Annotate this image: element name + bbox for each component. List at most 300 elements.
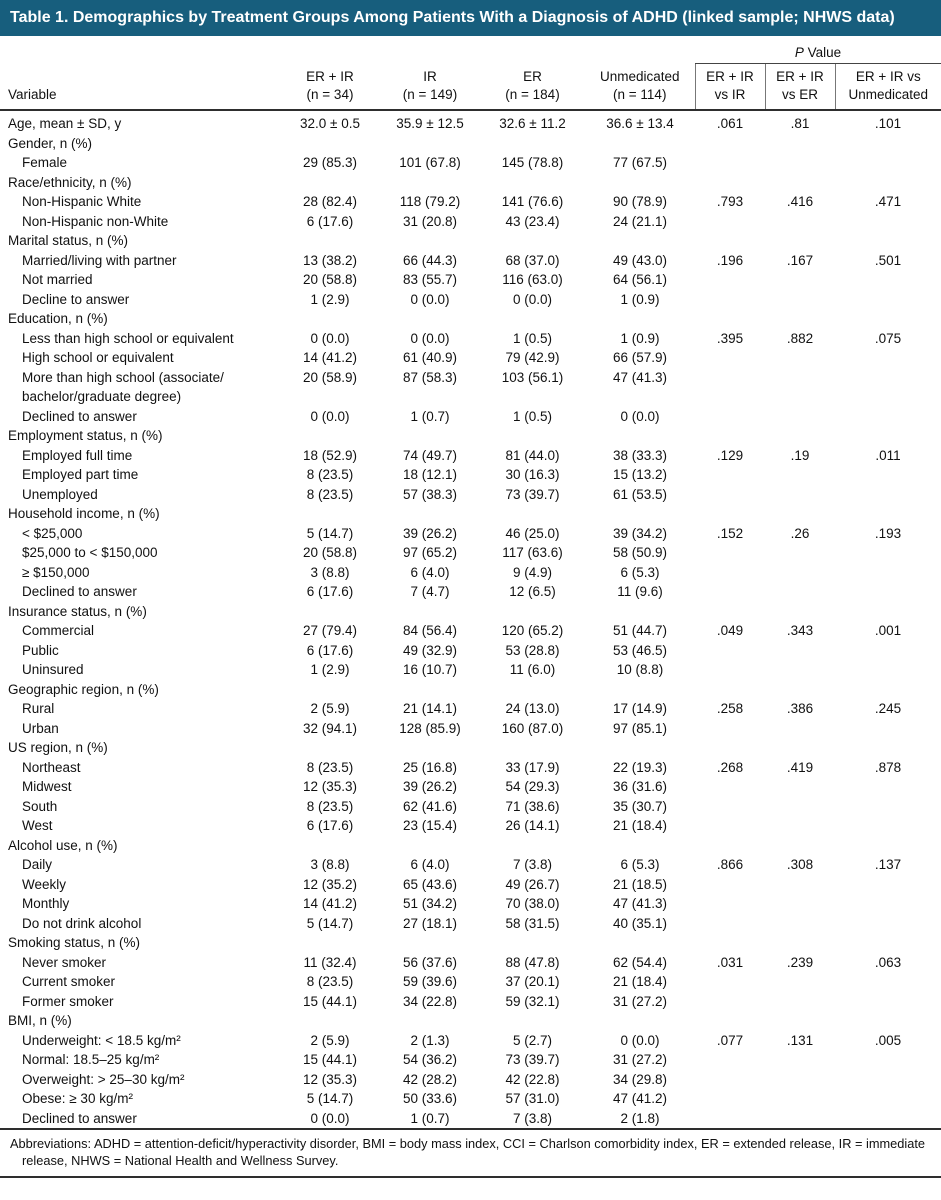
cell-pvalue: .129 (716, 447, 744, 463)
section-header-row (0, 173, 941, 193)
cell-value (380, 309, 480, 329)
table-row (0, 153, 941, 173)
cell-pvalue (835, 485, 941, 505)
cell-value: 6 (17.6) (306, 213, 354, 229)
cell-pvalue (765, 134, 835, 154)
row-label: Education, n (%) (8, 311, 108, 326)
row-label: Gender, n (%) (8, 135, 93, 151)
cell-value (480, 680, 585, 700)
cell-pvalue: .395 (716, 330, 744, 346)
cell-pvalue (835, 309, 941, 329)
cell-value: 20 (58.8) (302, 545, 358, 560)
cell-value: 128 (85.9) (399, 720, 461, 736)
cell-value (280, 173, 380, 193)
cell-value (585, 173, 695, 193)
cell-pvalue (695, 660, 765, 680)
cell-pvalue (695, 173, 765, 193)
cell-pvalue (765, 875, 835, 895)
cell-value: 7 (4.7) (410, 584, 450, 599)
cell-pvalue: .152 (716, 525, 744, 541)
table-row (0, 251, 941, 271)
cell-value: 24 (21.1) (612, 213, 668, 229)
cell-value: 13 (38.2) (302, 252, 358, 268)
cell-value: 8 (23.5) (306, 798, 354, 814)
cell-value: 35 (30.7) (612, 798, 668, 814)
cell-pvalue (835, 797, 941, 817)
table-row (0, 368, 941, 407)
cell-value: 0 (0.0) (310, 408, 350, 424)
cell-pvalue: .137 (874, 857, 902, 872)
cell-value: 27 (18.1) (402, 915, 458, 931)
column-header-line: ER + IR (706, 69, 754, 84)
cell-value (380, 504, 480, 524)
cell-pvalue (695, 465, 765, 485)
cell-value: 40 (35.1) (612, 915, 668, 931)
cell-value (480, 134, 585, 154)
row-label: Underweight: < 18.5 kg/m² (22, 1032, 181, 1048)
cell-value: 9 (4.9) (512, 564, 553, 580)
cell-value: 14 (41.2) (302, 350, 358, 365)
cell-pvalue (695, 485, 765, 505)
cell-pvalue (695, 933, 765, 953)
cell-pvalue: .245 (874, 701, 902, 716)
cell-value: 6 (17.6) (306, 818, 354, 833)
cell-value: 2 (5.9) (310, 701, 350, 716)
cell-value (585, 680, 695, 700)
cell-value: 77 (67.5) (612, 155, 668, 170)
cell-value (380, 1011, 480, 1031)
cell-value (585, 134, 695, 154)
cell-value: 141 (76.6) (501, 194, 564, 209)
cell-value (380, 933, 480, 953)
cell-pvalue (695, 582, 765, 602)
cell-pvalue (765, 485, 835, 505)
cell-pvalue (835, 153, 941, 173)
table-row (0, 660, 941, 680)
row-label: Geographic region, n (%) (8, 681, 159, 697)
cell-pvalue: .001 (874, 623, 902, 638)
cell-value: 118 (79.2) (399, 194, 461, 209)
cell-pvalue (695, 504, 765, 524)
cell-value: 0 (0.0) (410, 330, 450, 346)
cell-pvalue (695, 1070, 765, 1090)
column-header-p-er-ir-vs-unmedicated (835, 64, 941, 111)
cell-value (280, 1011, 380, 1031)
row-label: Obese: ≥ 30 kg/m² (22, 1091, 133, 1106)
cell-pvalue (835, 270, 941, 290)
column-header-line: ER + IR (306, 69, 354, 84)
cell-pvalue (695, 836, 765, 856)
cell-pvalue: .501 (874, 252, 902, 268)
pvalue-label-italic-p: P (794, 45, 804, 60)
cell-value: 8 (23.5) (306, 486, 354, 502)
cell-value: 34 (22.8) (402, 993, 458, 1009)
cell-value: 8 (23.5) (306, 759, 354, 775)
cell-value: 51 (34.2) (402, 896, 458, 911)
cell-pvalue (765, 407, 835, 427)
cell-value: 49 (43.0) (612, 252, 668, 268)
cell-pvalue (835, 368, 941, 407)
cell-pvalue: .81 (790, 116, 810, 131)
row-label: Employed part time (22, 467, 139, 482)
cell-pvalue (765, 660, 835, 680)
cell-value: 0 (0.0) (410, 291, 450, 307)
cell-value: 2 (1.3) (410, 1032, 450, 1048)
cell-pvalue (695, 1011, 765, 1031)
cell-value: 7 (3.8) (512, 1110, 553, 1126)
table-row (0, 1070, 941, 1090)
row-label: High school or equivalent (22, 350, 174, 365)
cell-pvalue (695, 992, 765, 1012)
row-label: Rural (22, 701, 55, 716)
cell-value: 1 (0.5) (512, 408, 553, 424)
cell-pvalue (765, 797, 835, 817)
cell-pvalue: .193 (874, 525, 902, 541)
cell-pvalue (695, 680, 765, 700)
cell-value: 20 (58.9) (302, 369, 358, 385)
cell-pvalue (765, 504, 835, 524)
table-row (0, 1109, 941, 1129)
cell-pvalue (695, 894, 765, 914)
column-header-er-plus-ir (280, 64, 380, 111)
section-header-row (0, 231, 941, 251)
cell-pvalue (835, 680, 941, 700)
cell-value: 5 (2.7) (512, 1032, 553, 1048)
cell-value: 5 (14.7) (306, 525, 354, 541)
column-header-p-er-ir-vs-er (765, 64, 835, 111)
table-row (0, 816, 941, 836)
cell-value (380, 173, 480, 193)
cell-value: 1 (2.9) (310, 291, 350, 307)
cell-value: 18 (12.1) (402, 467, 458, 482)
cell-pvalue (695, 231, 765, 251)
row-label: $25,000 to < $150,000 (22, 545, 158, 560)
row-label: Employment status, n (%) (8, 428, 163, 443)
cell-value (480, 933, 585, 953)
cell-value: 38 (33.3) (612, 447, 668, 463)
cell-value: 31 (27.2) (612, 1052, 668, 1067)
table-row (0, 1089, 941, 1109)
row-label: US region, n (%) (8, 740, 108, 755)
cell-pvalue (765, 563, 835, 583)
cell-pvalue (765, 348, 835, 368)
cell-value: 15 (44.1) (302, 1052, 358, 1067)
cell-pvalue (835, 563, 941, 583)
cell-pvalue (695, 563, 765, 583)
row-label: Insurance status, n (%) (8, 603, 147, 619)
cell-value: 31 (27.2) (612, 993, 668, 1009)
cell-value: 97 (65.2) (402, 545, 458, 560)
cell-pvalue (765, 1011, 835, 1031)
column-header-p-er-ir-vs-ir (695, 64, 765, 111)
cell-pvalue (835, 504, 941, 524)
cell-pvalue (835, 212, 941, 232)
cell-value: 83 (55.7) (402, 272, 458, 287)
cell-pvalue (765, 153, 835, 173)
cell-value (585, 933, 695, 953)
cell-value: 59 (32.1) (505, 993, 560, 1009)
cell-value: 1 (0.7) (410, 408, 450, 424)
row-label: Overweight: > 25–30 kg/m² (22, 1071, 185, 1087)
row-label: More than high school (associate/​bachelor/graduate degree) (22, 369, 224, 404)
cell-value: 0 (0.0) (310, 330, 350, 346)
table-title: Table 1. Demographics by Treatment Groups Among Patients With a Diagnosis of ADHD (linked sample; NHWS data) (0, 0, 941, 36)
cell-value: 56 (37.6) (402, 954, 458, 970)
cell-value: 0 (0.0) (512, 291, 553, 307)
cell-value: 39 (34.2) (612, 525, 668, 541)
cell-pvalue: .005 (874, 1032, 902, 1048)
row-label: Race/ethnicity, n (%) (8, 174, 132, 190)
cell-value: 42 (22.8) (505, 1071, 560, 1087)
cell-value: 57 (31.0) (505, 1091, 560, 1106)
cell-pvalue (835, 1070, 941, 1090)
cell-pvalue: .049 (716, 623, 744, 638)
table-row (0, 465, 941, 485)
cell-value: 18 (52.9) (302, 447, 358, 463)
row-label: Current smoker (22, 974, 116, 989)
cell-pvalue (765, 992, 835, 1012)
cell-value: 101 (67.8) (399, 155, 461, 170)
cell-value: 1 (0.7) (410, 1110, 450, 1126)
row-label: Less than high school or equivalent (22, 330, 234, 346)
table-row (0, 758, 941, 778)
section-header-row (0, 1011, 941, 1031)
cell-pvalue: .471 (874, 194, 902, 209)
cell-pvalue (695, 602, 765, 622)
row-label: Do not drink alcohol (22, 915, 142, 931)
table-row (0, 1050, 941, 1070)
cell-value (280, 504, 380, 524)
cell-value: 32.0 ± 0.5 (300, 116, 360, 131)
cell-value: 117 (63.6) (502, 545, 563, 560)
cell-pvalue (765, 426, 835, 446)
cell-value: 6 (17.6) (306, 642, 354, 658)
column-header-line: (n = 184) (505, 87, 560, 102)
cell-value: 49 (32.9) (402, 642, 458, 658)
table-row (0, 719, 941, 739)
cell-value: 33 (17.9) (505, 759, 560, 775)
cell-pvalue (765, 1070, 835, 1090)
cell-pvalue (765, 933, 835, 953)
table-row (0, 290, 941, 310)
table-row (0, 348, 941, 368)
cell-pvalue (765, 738, 835, 758)
cell-pvalue (695, 719, 765, 739)
cell-value: 97 (85.1) (612, 720, 668, 736)
cell-pvalue (695, 797, 765, 817)
column-header-line: vs IR (714, 87, 746, 102)
row-label: Monthly (22, 896, 70, 911)
column-header-line: (n = 149) (402, 87, 458, 102)
cell-pvalue (835, 836, 941, 856)
cell-pvalue (765, 1109, 835, 1129)
cell-value (280, 602, 380, 622)
cell-pvalue (695, 777, 765, 797)
cell-value: 59 (39.6) (402, 974, 458, 989)
cell-value: 43 (23.4) (505, 213, 560, 229)
cell-pvalue (765, 641, 835, 661)
cell-pvalue (765, 270, 835, 290)
cell-pvalue (695, 212, 765, 232)
cell-value: 51 (44.7) (612, 623, 668, 638)
cell-value: 0 (0.0) (310, 1110, 350, 1126)
cell-pvalue: .268 (716, 759, 744, 775)
row-label: Employed full time (22, 447, 133, 463)
cell-value (480, 504, 585, 524)
cell-pvalue: .26 (790, 525, 810, 541)
cell-value: 10 (8.8) (616, 662, 664, 677)
cell-value (585, 602, 695, 622)
table-row (0, 641, 941, 661)
cell-value (585, 231, 695, 251)
cell-value (480, 426, 585, 446)
table-row (0, 914, 941, 934)
cell-value: 79 (42.9) (505, 350, 560, 365)
cell-value: 42 (28.2) (402, 1071, 458, 1087)
cell-value: 68 (37.0) (505, 252, 560, 268)
cell-value: 49 (26.7) (505, 876, 560, 892)
cell-value: 15 (44.1) (302, 993, 358, 1009)
cell-value (585, 504, 695, 524)
cell-value: 116 (63.0) (502, 272, 563, 287)
table-row (0, 699, 941, 719)
cell-value: 21 (18.5) (612, 876, 668, 892)
cell-value: 8 (23.5) (306, 974, 354, 989)
cell-value: 58 (31.5) (505, 915, 560, 931)
cell-value (380, 231, 480, 251)
cell-value: 22 (19.3) (612, 759, 668, 775)
cell-pvalue (835, 173, 941, 193)
cell-value: 145 (78.8) (501, 155, 564, 170)
table-row (0, 953, 941, 973)
cell-pvalue (695, 1109, 765, 1129)
cell-value: 25 (16.8) (402, 759, 458, 775)
cell-value: 71 (38.6) (505, 798, 560, 814)
cell-value: 32 (94.1) (302, 720, 358, 736)
cell-value: 62 (54.4) (612, 954, 668, 970)
cell-value: 6 (4.0) (410, 564, 450, 580)
cell-pvalue (765, 173, 835, 193)
cell-value: 1 (0.5) (512, 330, 553, 346)
cell-value (585, 309, 695, 329)
cell-pvalue (835, 348, 941, 368)
cell-value: 53 (28.8) (505, 642, 560, 658)
cell-value: 50 (33.6) (402, 1091, 458, 1106)
table-row (0, 855, 941, 875)
cell-pvalue (765, 719, 835, 739)
pvalue-label-rest: Value (803, 45, 842, 60)
section-header-row (0, 504, 941, 524)
cell-value (380, 836, 480, 856)
table-row (0, 110, 941, 134)
cell-value: 73 (39.7) (505, 1052, 560, 1067)
cell-value: 6 (17.6) (306, 584, 354, 599)
abbreviations-footnote: Abbreviations: ADHD = attention-deficit/hyperactivity disorder, BMI = body mass index, CCI = Charlson comorbidity index, ER = extended release, IR = immediate release, NHWS = National Health and Wellness Survey. (0, 1128, 941, 1178)
cell-value: 81 (44.0) (505, 447, 560, 463)
pvalue-header-row (0, 36, 941, 64)
cell-value: 1 (0.9) (620, 330, 660, 346)
column-header-line: Unmedicated (848, 87, 929, 102)
cell-value: 6 (5.3) (620, 564, 660, 580)
cell-value: 47 (41.3) (612, 896, 668, 911)
row-label: ≥ $150,000 (22, 564, 90, 580)
row-label: South (22, 798, 58, 814)
cell-pvalue (695, 407, 765, 427)
cell-pvalue: .343 (786, 623, 814, 638)
cell-value: 54 (36.2) (402, 1052, 458, 1067)
cell-value: 3 (8.8) (310, 857, 350, 872)
row-label: Weekly (22, 876, 67, 892)
cell-pvalue (765, 290, 835, 310)
table-header (0, 36, 941, 110)
cell-value: 47 (41.2) (612, 1091, 668, 1106)
cell-value: 53 (46.5) (612, 642, 668, 658)
cell-value (480, 1011, 585, 1031)
cell-value: 84 (56.4) (402, 623, 458, 638)
column-header-line: (n = 114) (613, 87, 667, 102)
cell-value: 11 (6.0) (509, 662, 556, 677)
cell-pvalue (835, 816, 941, 836)
cell-pvalue (835, 992, 941, 1012)
section-header-row (0, 836, 941, 856)
cell-pvalue: .031 (716, 954, 744, 970)
cell-pvalue (765, 465, 835, 485)
cell-pvalue (835, 660, 941, 680)
cell-pvalue (765, 309, 835, 329)
cell-pvalue (835, 777, 941, 797)
cell-pvalue: .011 (875, 447, 901, 463)
cell-value: 1 (2.9) (310, 662, 350, 677)
table-row (0, 485, 941, 505)
cell-value (280, 933, 380, 953)
table-row (0, 582, 941, 602)
cell-pvalue: .131 (786, 1032, 814, 1048)
table-row (0, 329, 941, 349)
cell-value: 37 (20.1) (505, 974, 560, 989)
cell-value: 11 (32.4) (303, 954, 357, 970)
table-row (0, 777, 941, 797)
row-label: Not married (22, 272, 93, 287)
cell-value: 11 (9.6) (617, 584, 663, 599)
cell-value: 28 (82.4) (302, 194, 358, 209)
cell-value: 36.6 ± 13.4 (606, 116, 674, 131)
row-label: Former smoker (22, 993, 114, 1009)
cell-value: 120 (65.2) (501, 623, 564, 638)
cell-value: 35.9 ± 12.5 (396, 116, 464, 131)
cell-pvalue: .258 (716, 701, 744, 716)
cell-value: 3 (8.8) (310, 564, 350, 580)
cell-pvalue (835, 290, 941, 310)
cell-pvalue (695, 426, 765, 446)
cell-pvalue: .075 (874, 330, 902, 346)
cell-value (280, 134, 380, 154)
cell-pvalue (695, 972, 765, 992)
cell-value: 36 (31.6) (612, 779, 668, 794)
cell-value: 5 (14.7) (306, 1091, 354, 1106)
cell-pvalue (765, 1089, 835, 1109)
cell-pvalue (765, 914, 835, 934)
section-header-row (0, 134, 941, 154)
cell-value (280, 309, 380, 329)
cell-value: 23 (15.4) (402, 818, 458, 833)
cell-value (585, 426, 695, 446)
row-label: BMI, n (%) (8, 1013, 72, 1028)
cell-pvalue (765, 602, 835, 622)
cell-value: 21 (18.4) (612, 974, 668, 989)
column-header-line: IR (423, 69, 437, 84)
cell-value: 64 (56.1) (612, 272, 668, 287)
cell-pvalue (835, 1109, 941, 1129)
